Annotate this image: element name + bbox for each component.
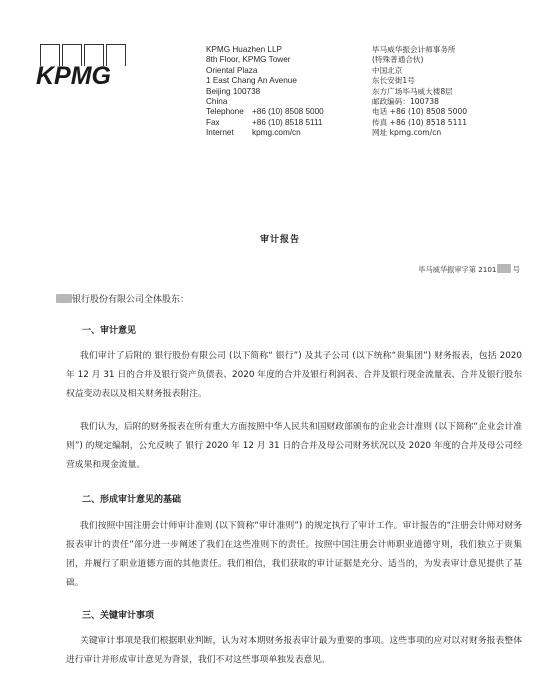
logo-text: KPMG [36, 62, 111, 90]
address-line: 中国北京 [372, 65, 403, 75]
telephone-value: +86 (10) 8508 5000 [252, 107, 324, 117]
address-line: 网址 kpmg.com/cn [372, 128, 442, 138]
address-line: Beijing 100738 [206, 86, 261, 96]
address-line: 东长安街1号 [372, 76, 415, 86]
report-title: 审计报告 [259, 235, 300, 245]
section-heading-key-matters: 三、关键审计事项 [82, 611, 155, 621]
address-english [206, 45, 366, 139]
reference-number: 毕马威华振审字第 2101 [418, 265, 497, 274]
address-line: 8th Floor, KPMG Tower [206, 55, 291, 65]
internet-label: Internet [206, 128, 234, 138]
address-line: 东方广场毕马威大楼8层 [372, 86, 453, 96]
redaction-mark [56, 294, 72, 303]
addressee-text: 银行股份有限公司全体股东： [72, 295, 190, 305]
address-line: 1 East Chang An Avenue [206, 76, 297, 86]
kpmg-logo [28, 44, 138, 94]
address-line: 邮政编码：100738 [372, 97, 439, 107]
address-line: 电话 +86 (10) 8508 5000 [372, 107, 468, 117]
address-line: KPMG Huazhen LLP [206, 45, 283, 54]
address-line: China [206, 97, 228, 107]
fax-label: Fax [206, 117, 220, 127]
address-line: 传真 +86 (10) 8518 5111 [372, 117, 468, 127]
paragraph-basis: 我们按照中国注册会计师审计准则 (以下简称“审计准则”) 的规定执行了审计工作。审计报告的“注册会计师对财务报表审计的责任”部分进一步阐述了我们在这些准则下的责任。按照中国注册会计师职业道德守则，我们独立于贵集团，并履行了职业道德方面的其他责任。我们相信，我们获取的审计证据是充分、适当的，为发表审计意见提供了基础。 [66, 521, 522, 588]
address-line: 毕马威华振会计师事务所 [372, 45, 456, 54]
telephone-row [206, 107, 366, 117]
fax-value: +86 (10) 8518 5111 [252, 117, 323, 127]
internet-value: kpmg.com/cn [252, 128, 301, 138]
address-line: Oriental Plaza [206, 65, 258, 75]
section-heading-opinion: 一、审计意见 [82, 326, 137, 336]
report-addressee [56, 292, 189, 305]
internet-row [206, 128, 366, 138]
reference-suffix: 号 [512, 265, 520, 274]
paragraph-key-matters: 关键审计事项是我们根据职业判断，认为对本期财务报表审计最为重要的事项。这些事项的应对以对财务报表整体进行审计并形成审计意见为背景，我们不对这些事项单独发表意见。 [66, 636, 522, 665]
redaction-mark [497, 264, 511, 273]
address-chinese [372, 45, 542, 139]
paragraph-opinion: 我们认为，后附的财务报表在所有重大方面按照中华人民共和国财政部颁布的企业会计准则 (以下简称“企业会计准则”) 的规定编制，公允反映了 银行 2020 年 12 月 31 日的合并及母公司财务状况以及 2020 年度的合并及母公司经营成果和现金流量。 [66, 422, 522, 470]
paragraph-opinion-scope: 我们审计了后附的 银行股份有限公司 (以下简称“ 银行”) 及其子公司 (以下统称“贵集团”) 财务报表，包括 2020 年 12 月 31 日的合并及银行资产负债表、2020 年度的合并及银行利润表、合并及银行现金流量表、合并及银行股东权益变动表以及相关财务报表附注。 [66, 351, 522, 399]
section-heading-basis: 二、形成审计意见的基础 [82, 495, 182, 505]
fax-row [206, 118, 366, 128]
address-line: (特殊普通合伙) [372, 55, 424, 65]
telephone-label: Telephone [206, 107, 244, 117]
report-reference [418, 264, 520, 275]
